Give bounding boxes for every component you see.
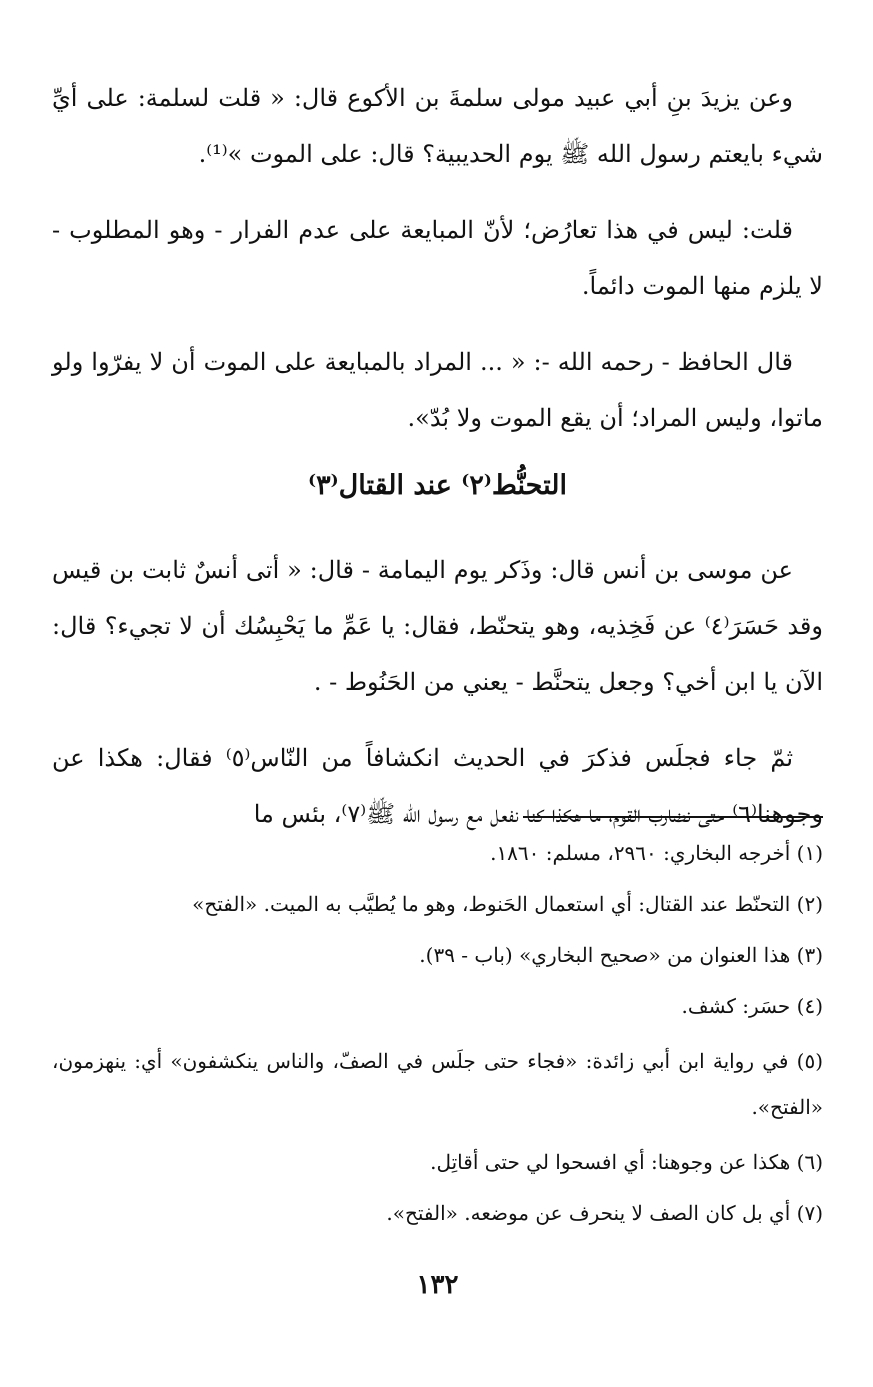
paragraph-continuation: ثمّ جاء فجلَس فذكرَ في الحديث انكشافاً من النّاس⁽٥⁾ فقال: هكذا عن وجوهنا⁽٦⁾ حتى نضارب القوم، ما هكذا كنا نفعل مع رسول الله ﷺ⁽٧⁾، بئس ما xyxy=(52,744,823,828)
paragraph-musa-hadith: عن موسى بن أنس قال: وذَكر يوم اليمامة - قال: « أتى أنسٌ ثابت بن قيس وقد حَسَرَ⁽٤⁾ عن فَخِذيه، وهو يتحنّط، فقال: يا عَمِّ ما يَحْبِسُك أن لا تجيء؟ قال: الآن يا ابن أخي؟ وجعل يتحنَّط - يعني من الحَنُوط - . xyxy=(52,556,823,696)
section-heading: التحنُّط⁽٢⁾ عند القتال⁽٣⁾ xyxy=(308,470,567,501)
paragraph-hafiz-quote: قال الحافظ - رحمه الله -: « ... المراد بالمبايعة على الموت أن لا يفرّوا ولو ماتوا، وليس المراد؛ أن يقع الموت ولا بُدّ». xyxy=(52,348,823,432)
footnote-7: (٧) أي بل كان الصف لا ينحرف عن موضعه. «الفتح». xyxy=(386,1201,823,1225)
footnote-separator xyxy=(523,816,823,818)
footnote-1: (١) أخرجه البخاري: ٢٩٦٠، مسلم: ١٨٦٠. xyxy=(490,841,823,865)
footnote-area xyxy=(52,0,823,1387)
footnote-4: (٤) حسَر: كشف. xyxy=(681,994,823,1018)
footnote-6: (٦) هكذا عن وجوهنا: أي افسحوا لي حتى أقاتِل. xyxy=(430,1150,823,1174)
paragraph-yazid-hadith: وعن يزيدَ بنِ أبي عبيد مولى سلمةَ بن الأكوع قال: « قلت لسلمة: على أيِّ شيء بايعتم رسول الله ﷺ يوم الحديبية؟ قال: على الموت »⁽¹⁾. xyxy=(52,84,823,168)
footnote-5: (٥) في رواية ابن أبي زائدة: «فجاء حتى جلَس في الصفّ، والناس ينكشفون» أي: ينهزمون، «الفتح». xyxy=(52,1049,823,1119)
paragraph-commentary: قلت: ليس في هذا تعارُض؛ لأنّ المبايعة على عدم الفرار - وهو المطلوب - لا يلزم منها الموت دائماً. xyxy=(52,216,823,300)
page-number: ١٣٢ xyxy=(416,1270,459,1300)
footnote-2: (٢) التحنّط عند القتال: أي استعمال الحَنوط، وهو ما يُطيَّب به الميت. «الفتح» xyxy=(192,892,823,916)
footnote-3: (٣) هذا العنوان من «صحيح البخاري» (باب - ٣٩). xyxy=(419,943,823,967)
footnotes-list xyxy=(52,834,823,1245)
